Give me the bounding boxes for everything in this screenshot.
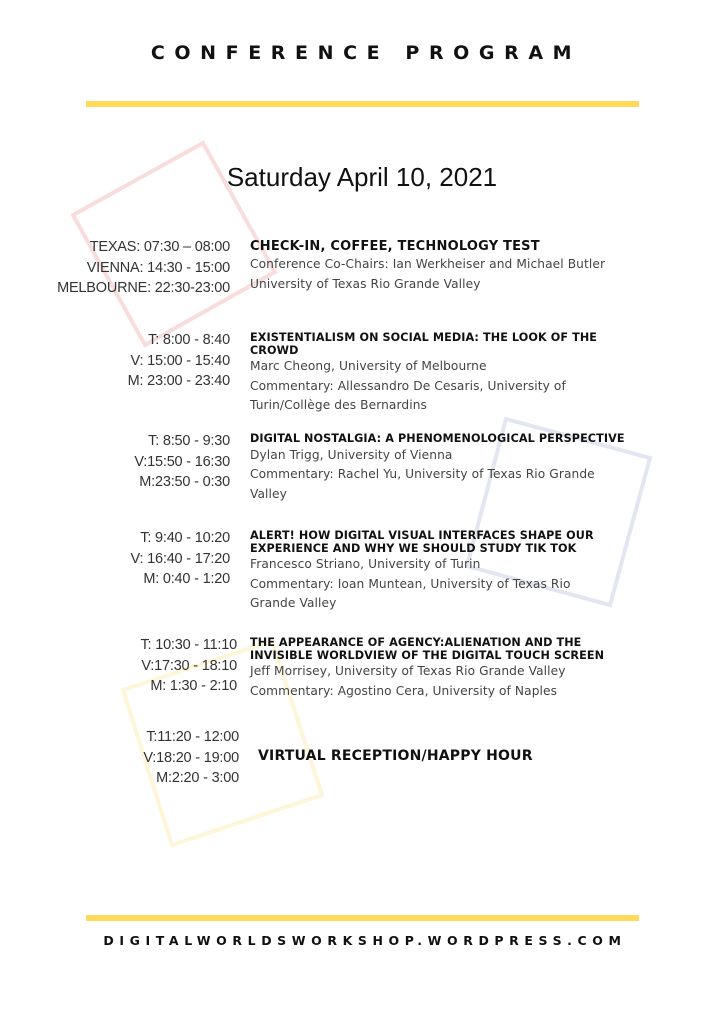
session-times (57, 237, 230, 299)
session-speaker: Conference Co-Chairs: Ian Werkheiser and Michael Butler (250, 257, 606, 271)
page-title: CONFERENCE PROGRAM (150, 42, 582, 64)
session-commentary: Commentary: Ioan Muntean, University of Texas Rio Grande Valley (250, 576, 571, 610)
session-commentary: Commentary: Rachel Yu, University of Texas Rio Grande Valley (250, 467, 595, 501)
session-speaker: Francesco Striano, University of Turin (250, 557, 481, 571)
time-melbourne: M: 23:00 - 23:40 (127, 373, 230, 389)
session-content (250, 433, 640, 504)
program-date: Saturday April 10, 2021 (226, 162, 498, 192)
session-speaker: Jeff Morrisey, University of Texas Rio Grande Valley (250, 664, 566, 678)
time-texas: T:11:20 - 12:00 (146, 729, 239, 745)
session-title-reception: VIRTUAL RECEPTION/HAPPY HOUR (258, 748, 533, 764)
session-title: DIGITAL NOSTALGIA: A PHENOMENOLOGICAL PERSPECTIVE (250, 432, 625, 445)
time-texas: T: 10:30 - 11:10 (140, 637, 237, 653)
session-commentary: Commentary: Agostino Cera, University of Naples (250, 683, 558, 698)
header-divider (86, 101, 639, 107)
time-vienna: V: 15:00 - 15:40 (130, 352, 230, 369)
footer-divider (86, 915, 639, 921)
time-vienna: V:18:20 - 19:00 (143, 749, 239, 766)
time-texas: T: 9:40 - 10:20 (140, 530, 230, 546)
session-content (250, 239, 650, 294)
time-texas: T: 8:50 - 9:30 (148, 433, 230, 449)
session-content (250, 332, 620, 416)
time-vienna: V: 16:40 - 17:20 (130, 550, 230, 567)
time-texas: T: 8:00 - 8:40 (148, 332, 230, 348)
session-times (131, 528, 230, 590)
time-melbourne: MELBOURNE: 22:30-23:00 (57, 280, 230, 296)
session-speaker: Dylan Trigg, University of Vienna (250, 447, 453, 462)
session-times (128, 330, 230, 392)
session-commentary: Commentary: Allessandro De Cesaris, University of Turin/Collège des Bernardins (250, 378, 566, 412)
time-melbourne: M: 1:30 - 2:10 (150, 678, 237, 694)
time-melbourne: M:2:20 - 3:00 (156, 770, 239, 786)
session-title: ALERT! HOW DIGITAL VISUAL INTERFACES SHAPE OUR EXPERIENCE AND WHY WE SHOULD STUDY TIK TOK (250, 529, 594, 555)
time-vienna: VIENNA: 14:30 - 15:00 (86, 259, 230, 276)
session-times (134, 431, 230, 493)
time-texas: TEXAS: 07:30 – 08:00 (89, 239, 230, 255)
session-times (141, 635, 238, 697)
session-content (250, 530, 610, 614)
session-title: THE APPEARANCE OF AGENCY:ALIENATION AND THE INVISIBLE WORLDVIEW OF THE DIGITAL TOUCH SCREEN (250, 636, 605, 662)
time-melbourne: M: 0:40 - 1:20 (143, 571, 230, 587)
session-title: CHECK-IN, COFFEE, TECHNOLOGY TEST (250, 239, 540, 254)
session-times (143, 727, 239, 789)
time-vienna: V:17:30 - 18:10 (141, 657, 237, 674)
session-speaker: Marc Cheong, University of Melbourne (250, 359, 487, 373)
time-melbourne: M:23:50 - 0:30 (139, 474, 230, 490)
footer-website-link[interactable]: DIGITALWORLDSWORKSHOP.WORDPRESS.COM (103, 933, 627, 948)
session-content (250, 637, 620, 701)
time-vienna: V:15:50 - 16:30 (134, 453, 230, 470)
session-title: EXISTENTIALISM ON SOCIAL MEDIA: THE LOOK OF THE CROWD (250, 331, 598, 357)
session-affiliation: University of Texas Rio Grande Valley (250, 276, 481, 291)
